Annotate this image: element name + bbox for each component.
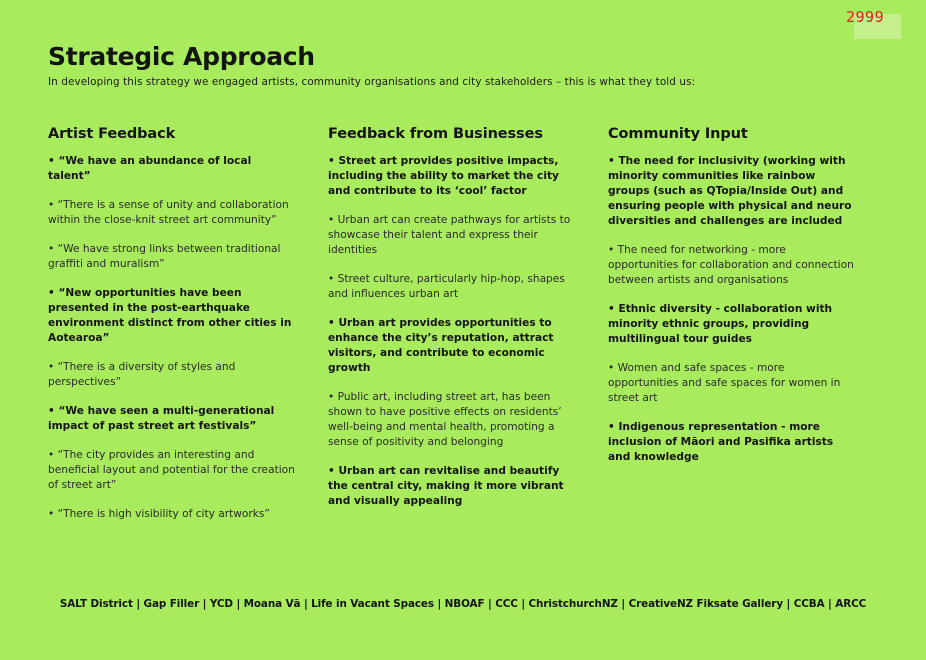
feedback-item: • “There is a diversity of styles and perspectives” <box>48 361 236 388</box>
feedback-item: • “New opportunities have been presented in the post-earthquake environment distinct from other cities in Aotearoa” <box>48 287 292 344</box>
feedback-item: • The need for networking - more opportunities for collaboration and connection between artists and organisations <box>608 244 854 286</box>
feedback-item: • Street art provides positive impacts, including the ability to market the city and contribute to its ‘cool’ factor <box>328 155 559 197</box>
page-subtitle: In developing this strategy we engaged artists, community organisations and city stakeholders – this is what they told us: <box>48 76 696 88</box>
feedback-item: • Indigenous representation - more inclusion of Māori and Pasifika artists and knowledge <box>608 421 834 463</box>
partner-list: SALT District | Gap Filler | YCD | Moana Vā | Life in Vacant Spaces | NBOAF | CCC | ChristchurchNZ | CreativeNZ Fiksate Gallery | CCBA | ARCC <box>59 598 867 610</box>
feedback-item: • Public art, including street art, has been shown to have positive effects on residents’ well-being and mental health, promoting a sense of positivity and belonging <box>328 391 562 448</box>
feedback-item: • Urban art can revitalise and beautify the central city, making it more vibrant and visually appealing <box>328 465 564 507</box>
feedback-item: • “The city provides an interesting and beneficial layout and potential for the creation of street art” <box>48 449 295 491</box>
business-feedback-column <box>328 126 576 523</box>
feedback-item: • “There is high visibility of city artworks” <box>48 508 270 520</box>
feedback-list <box>608 154 856 465</box>
feedback-item: • “We have seen a multi-generational impact of past street art festivals” <box>48 405 275 432</box>
feedback-item: • The need for inclusivity (working with minority communities like rainbow groups (such as QTopia/Inside Out) and ensuring people with physical and neuro diversities and challenges are included <box>608 155 852 227</box>
feedback-item: • Ethnic diversity - collaboration with minority ethnic groups, providing multilingual tour guides <box>608 303 833 345</box>
feedback-item: • Urban art can create pathways for artists to showcase their talent and express their identities <box>328 214 571 256</box>
column-heading: Community Input <box>608 126 748 142</box>
feedback-item: • Urban art provides opportunities to enhance the city’s reputation, attract visitors, and contribute to economic growth <box>328 317 554 374</box>
feedback-item: • Women and safe spaces - more opportunities and safe spaces for women in street art <box>608 362 841 404</box>
page-title: Strategic Approach <box>48 42 315 71</box>
page-number: 2999 <box>846 8 885 26</box>
community-input-column <box>608 126 856 479</box>
feedback-list <box>48 154 296 522</box>
feedback-list <box>328 154 576 509</box>
artist-feedback-column <box>48 126 296 536</box>
feedback-item: • Street culture, particularly hip-hop, shapes and influences urban art <box>328 273 565 300</box>
column-heading: Artist Feedback <box>48 126 176 142</box>
feedback-item: • “There is a sense of unity and collaboration within the close-knit street art community” <box>48 199 289 226</box>
column-heading: Feedback from Businesses <box>328 126 543 142</box>
feedback-item: • “We have an abundance of local talent” <box>48 155 252 182</box>
feedback-item: • “We have strong links between traditional graffiti and muralism” <box>48 243 281 270</box>
